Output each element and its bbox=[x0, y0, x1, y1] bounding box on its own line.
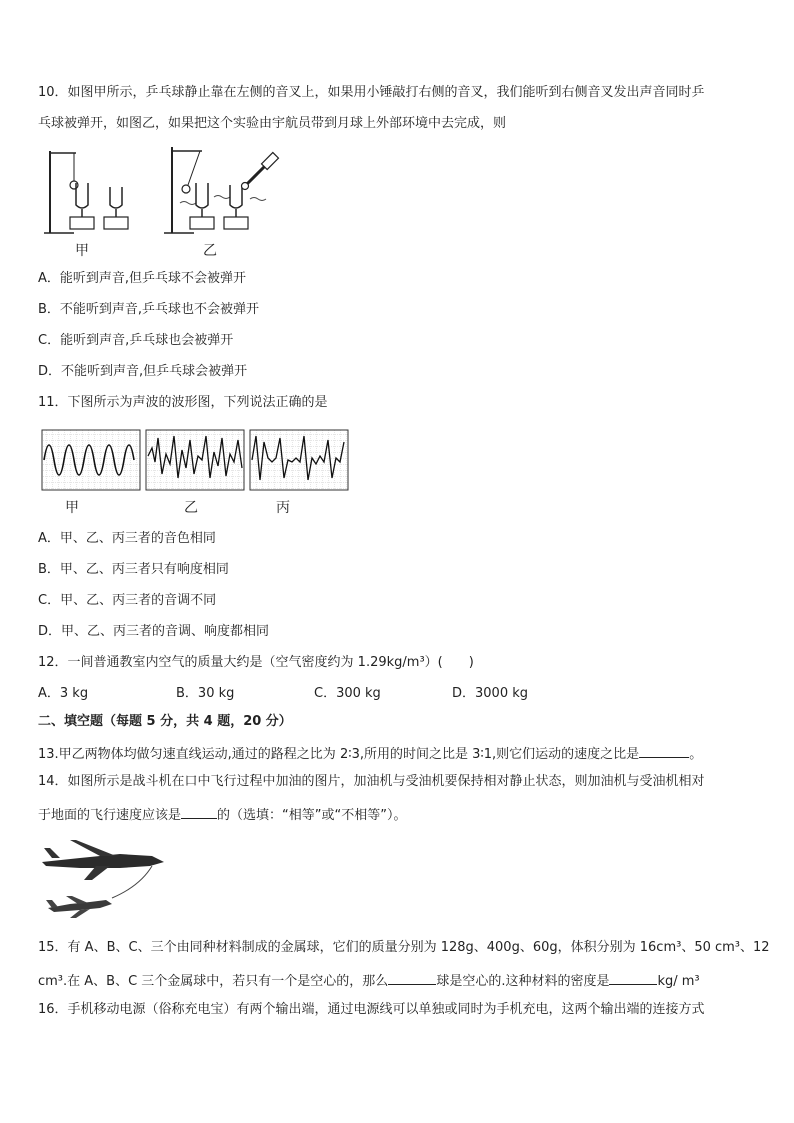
q14-text-line2 bbox=[38, 804, 406, 825]
section-heading-fill-blank: 二、填空题（每题 5 分，共 4 题，20 分） bbox=[38, 714, 292, 729]
q15-text-line2 bbox=[38, 970, 700, 991]
q12-text: 12．一间普通教室内空气的质量大约是（空气密度约为 1.29kg/m³）( ) bbox=[38, 655, 474, 670]
q15-answer-blank-ball[interactable] bbox=[388, 970, 436, 985]
waveform-illustration bbox=[40, 428, 352, 494]
q11-text: 11．下图所示为声波的波形图，下列说法正确的是 bbox=[38, 395, 328, 410]
q14-text-line1: 14．如图所示是战斗机在口中飞行过程中加油的图片，加油机与受油机要保持相对静止状态，则加油机与受油机相对 bbox=[38, 774, 705, 789]
q12-option-c: C．300 kg bbox=[314, 686, 381, 701]
q16-text-line1: 16．手机移动电源（俗称充电宝）有两个输出端，通过电源线可以单独或同时为手机充电，这两个输出端的连接方式 bbox=[38, 1002, 705, 1017]
q11-option-d: D．甲、乙、丙三者的音调、响度都相同 bbox=[38, 624, 270, 639]
q13-end: 。 bbox=[689, 747, 703, 762]
q12-option-a: A．3 kg bbox=[38, 686, 89, 701]
q14-answer-blank[interactable] bbox=[181, 804, 217, 819]
q12-option-d: D．3000 kg bbox=[452, 686, 529, 701]
q13-body: 13.甲乙两物体均做匀速直线运动,通过的路程之比为 2∶3,所用的时间之比是 3∶1,则它们运动的速度之比是 bbox=[38, 747, 640, 762]
q10-option-b: B．不能听到声音,乒乓球也不会被弹开 bbox=[38, 302, 260, 317]
q10-option-c: C．能听到声音,乒乓球也会被弹开 bbox=[38, 333, 234, 348]
waveform-label-jia: 甲 bbox=[65, 500, 79, 516]
q10-text-line1: 10．如图甲所示，乒乓球静止靠在左侧的音叉上，如果用小锤敲打右侧的音叉，我们能听到右侧音叉发出声音同时乒 bbox=[38, 85, 705, 100]
q11-option-b: B．甲、乙、丙三者只有响度相同 bbox=[38, 562, 229, 577]
q15-text-line1: 15．有 A、B、C、三个由同种材料制成的金属球，它们的质量分别为 128g、400g、60g，体积分别为 16cm³、50 cm³、12 bbox=[38, 940, 770, 955]
refueling-planes-illustration bbox=[40, 836, 170, 922]
q11-option-c: C．甲、乙、丙三者的音调不同 bbox=[38, 593, 217, 608]
q15-line2-start: cm³.在 A、B、C 三个金属球中，若只有一个是空心的，那么 bbox=[38, 974, 389, 989]
waveform-label-bing: 丙 bbox=[276, 500, 290, 516]
q14-line2-end: 的（选填：“相等”或“不相等”）。 bbox=[217, 808, 407, 823]
q12-option-b: B．30 kg bbox=[176, 686, 235, 701]
q15-line2-unit: kg/ m³ bbox=[657, 974, 700, 989]
tuning-fork-illustration bbox=[40, 145, 300, 237]
q10-option-d: D．不能听到声音,但乒乓球会被弹开 bbox=[38, 364, 248, 379]
q11-option-a: A．甲、乙、丙三者的音色相同 bbox=[38, 531, 216, 546]
waveform-figure bbox=[40, 428, 352, 494]
figure-label-jia: 甲 bbox=[75, 243, 89, 259]
q13-answer-blank[interactable] bbox=[639, 743, 689, 758]
q10-option-a: A．能听到声音,但乒乓球不会被弹开 bbox=[38, 271, 247, 286]
figure-label-yi: 乙 bbox=[203, 243, 217, 259]
q15-line2-mid: 球是空心的.这种材料的密度是 bbox=[436, 974, 610, 989]
q15-answer-blank-density[interactable] bbox=[609, 970, 657, 985]
waveform-label-yi: 乙 bbox=[184, 500, 198, 516]
q10-text-line2: 乓球被弹开，如图乙，如果把这个实验由宇航员带到月球上外部环境中去完成，则 bbox=[38, 116, 507, 131]
refueling-figure bbox=[40, 836, 170, 922]
q13-text bbox=[38, 743, 702, 764]
tuning-fork-figure bbox=[40, 145, 300, 237]
q14-line2-start: 于地面的飞行速度应该是 bbox=[38, 808, 182, 823]
